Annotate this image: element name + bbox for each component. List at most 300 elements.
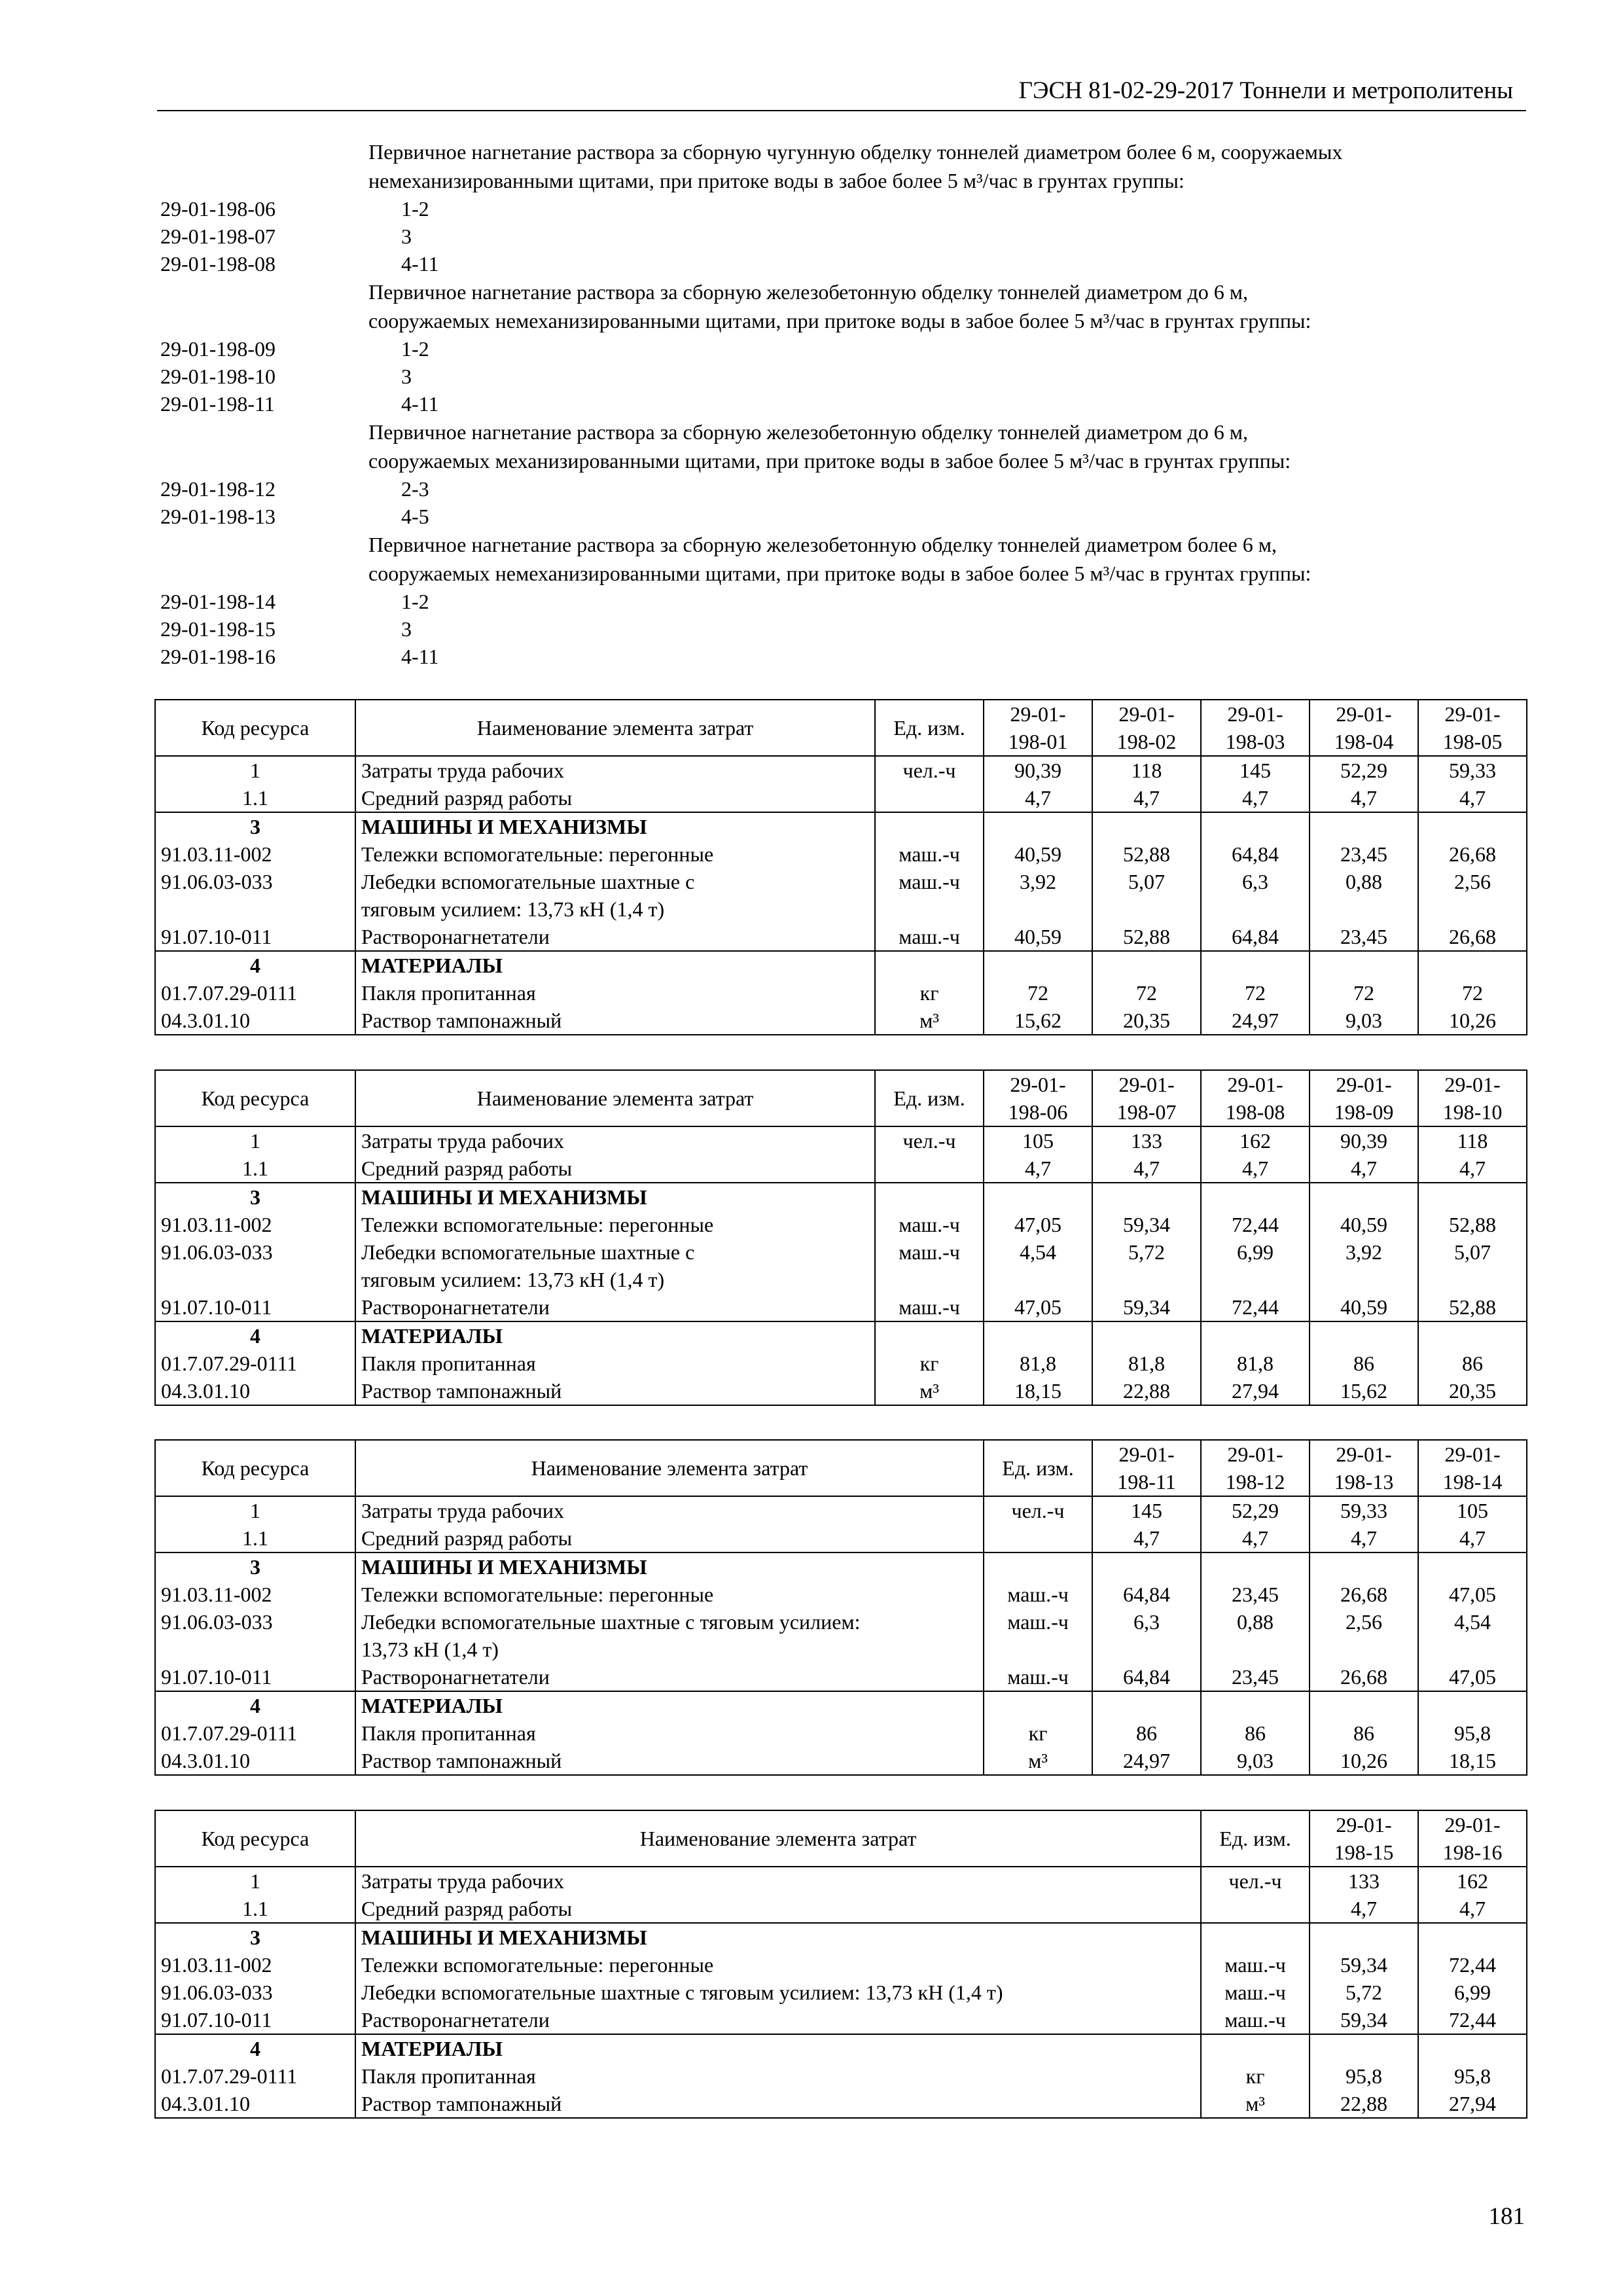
table-header-row [155, 700, 1527, 756]
cost-element-name: Средний разряд работы [355, 1155, 875, 1183]
value-cell [1310, 812, 1418, 840]
intro-code-row [160, 223, 1535, 250]
value-cell [1418, 1691, 1527, 1719]
value-cell: 24,97 [1092, 1747, 1201, 1775]
table-row [155, 1183, 1527, 1211]
value-cell: 133 [1310, 1867, 1418, 1895]
value-cell [1092, 895, 1201, 923]
value-cell: 145 [1092, 1496, 1201, 1524]
cost-element-name: Лебедки вспомогательные шахтные с [355, 868, 875, 895]
value-cell [1092, 1552, 1201, 1581]
value-cell: 105 [1418, 1496, 1527, 1524]
intro-description: Первичное нагнетание раствора за сборную железобетонную обделку тоннелей диаметром более 6 м, [368, 533, 1277, 556]
value-cell: 4,7 [1201, 784, 1310, 812]
unit [984, 1691, 1092, 1719]
value-cell: 72,44 [1418, 2006, 1527, 2034]
resource-code: 01.7.07.29-0111 [155, 979, 355, 1007]
soil-group: 3 [401, 365, 412, 388]
table-row [155, 2006, 1527, 2034]
unit: чел.-ч [875, 756, 984, 784]
header-code: Код ресурса [155, 1810, 355, 1867]
value-cell: 72 [1201, 979, 1310, 1007]
table-row [155, 1979, 1527, 2006]
unit: кг [875, 1350, 984, 1377]
value-cell [1092, 1183, 1201, 1211]
rate-code: 29-01-198-08 [160, 252, 276, 276]
value-cell: 6,3 [1092, 1608, 1201, 1636]
value-cell: 4,7 [1201, 1155, 1310, 1183]
table-row [155, 1747, 1527, 1775]
intro-code-row [160, 363, 1535, 390]
table-row [155, 1377, 1527, 1405]
value-cell: 22,88 [1092, 1377, 1201, 1405]
resource-code: 91.06.03-033 [155, 1979, 355, 2006]
header-rate-code: 29-01- 198-07 [1092, 1070, 1201, 1126]
unit [1201, 1895, 1310, 1923]
value-cell: 20,35 [1092, 1007, 1201, 1035]
cost-element-name: 13,73 кН (1,4 т) [355, 1636, 984, 1663]
cost-element-name: МАТЕРИАЛЫ [355, 2034, 1201, 2062]
cost-element-name: МАШИНЫ И МЕХАНИЗМЫ [355, 812, 875, 840]
value-cell [1092, 1321, 1201, 1350]
cost-element-name: Затраты труда рабочих [355, 1496, 984, 1524]
cost-element-name: Пакля пропитанная [355, 1350, 875, 1377]
header-code: Код ресурса [155, 1070, 355, 1126]
unit: маш.-ч [875, 1238, 984, 1266]
cost-element-name: Раствор тампонажный [355, 1377, 875, 1405]
resource-code: 4 [155, 1691, 355, 1719]
soil-group: 1-2 [401, 590, 429, 613]
value-cell: 52,88 [1092, 923, 1201, 951]
value-cell: 10,26 [1310, 1747, 1418, 1775]
unit [875, 1321, 984, 1350]
resource-code: 91.07.10-011 [155, 1293, 355, 1321]
value-cell: 15,62 [984, 1007, 1092, 1035]
unit [875, 1183, 984, 1211]
value-cell [1201, 1691, 1310, 1719]
resource-code: 04.3.01.10 [155, 2090, 355, 2118]
table-row [155, 784, 1527, 812]
soil-group: 4-11 [401, 645, 439, 668]
header-name: Наименование элемента затрат [355, 700, 875, 756]
value-cell: 5,07 [1092, 868, 1201, 895]
unit: кг [1201, 2062, 1310, 2090]
value-cell: 18,15 [1418, 1747, 1527, 1775]
value-cell [1418, 1636, 1527, 1663]
unit: маш.-ч [984, 1663, 1092, 1691]
value-cell: 118 [1418, 1126, 1527, 1155]
table-row [155, 1895, 1527, 1923]
value-cell: 23,45 [1310, 840, 1418, 868]
intro-description: сооружаемых механизированными щитами, при притоке воды в забое более 5 м³/час в грунтах группы: [368, 449, 1291, 473]
value-cell: 72,44 [1201, 1211, 1310, 1238]
resource-code: 04.3.01.10 [155, 1007, 355, 1035]
resource-code: 4 [155, 2034, 355, 2062]
intro-code-row [160, 250, 1535, 278]
value-cell: 4,7 [1418, 784, 1527, 812]
unit: маш.-ч [875, 1211, 984, 1238]
resource-code: 91.06.03-033 [155, 1608, 355, 1636]
resource-code: 1.1 [155, 1155, 355, 1183]
value-cell: 6,99 [1201, 1238, 1310, 1266]
resource-code: 91.07.10-011 [155, 1663, 355, 1691]
value-cell [1201, 951, 1310, 979]
unit: м³ [1201, 2090, 1310, 2118]
table-row [155, 1266, 1527, 1293]
rate-code: 29-01-198-13 [160, 505, 276, 528]
unit [875, 1155, 984, 1183]
header-rate-code: 29-01- 198-01 [984, 700, 1092, 756]
header-rate-code: 29-01- 198-02 [1092, 700, 1201, 756]
header-rate-code: 29-01- 198-03 [1201, 700, 1310, 756]
value-cell: 2,56 [1310, 1608, 1418, 1636]
resource-code: 1.1 [155, 1524, 355, 1552]
unit: маш.-ч [875, 868, 984, 895]
value-cell: 47,05 [984, 1293, 1092, 1321]
value-cell [1201, 1183, 1310, 1211]
rate-code: 29-01-198-09 [160, 337, 276, 361]
value-cell: 81,8 [1201, 1350, 1310, 1377]
intro-description: Первичное нагнетание раствора за сборную железобетонную обделку тоннелей диаметром до 6 м, [368, 280, 1249, 304]
value-cell: 4,7 [1310, 784, 1418, 812]
value-cell [1310, 1183, 1418, 1211]
cost-element-name: Средний разряд работы [355, 1895, 1201, 1923]
unit: маш.-ч [875, 840, 984, 868]
resource-code: 01.7.07.29-0111 [155, 2062, 355, 2090]
value-cell: 86 [1201, 1719, 1310, 1747]
value-cell: 90,39 [984, 756, 1092, 784]
value-cell: 4,7 [1310, 1155, 1418, 1183]
table-row [155, 1951, 1527, 1979]
value-cell: 72 [984, 979, 1092, 1007]
table-header-row [155, 1070, 1527, 1126]
value-cell [984, 1321, 1092, 1350]
resource-code: 1 [155, 1867, 355, 1895]
value-cell: 26,68 [1310, 1581, 1418, 1608]
value-cell [1418, 895, 1527, 923]
cost-element-name: Лебедки вспомогательные шахтные с тяговым усилием: [355, 1608, 984, 1636]
cost-element-name: Тележки вспомогательные: перегонные [355, 840, 875, 868]
table-row [155, 1238, 1527, 1266]
value-cell: 72,44 [1418, 1951, 1527, 1979]
unit: чел.-ч [875, 1126, 984, 1155]
table-header-row [155, 1810, 1527, 1867]
soil-group: 4-5 [401, 505, 429, 528]
header-rate-code: 29-01- 198-05 [1418, 700, 1527, 756]
table-row [155, 1552, 1527, 1581]
value-cell: 9,03 [1310, 1007, 1418, 1035]
unit: маш.-ч [875, 1293, 984, 1321]
intro-code-row [160, 615, 1535, 643]
soil-group: 4-11 [401, 252, 439, 276]
rate-code: 29-01-198-12 [160, 477, 276, 501]
value-cell: 4,7 [1092, 1524, 1201, 1552]
document-title: ГЭСН 81-02-29-2017 Тоннели и метрополитены [1018, 77, 1513, 104]
value-cell: 86 [1310, 1350, 1418, 1377]
value-cell: 23,45 [1201, 1663, 1310, 1691]
resource-code: 1 [155, 1126, 355, 1155]
rate-code: 29-01-198-15 [160, 617, 276, 641]
unit [1201, 1923, 1310, 1951]
header-code: Код ресурса [155, 700, 355, 756]
cost-element-name: Растворонагнетатели [355, 923, 875, 951]
intro-code-row [160, 588, 1535, 615]
value-cell: 47,05 [1418, 1581, 1527, 1608]
value-cell [1310, 1321, 1418, 1350]
cost-element-name: Растворонагнетатели [355, 2006, 1201, 2034]
value-cell: 72 [1418, 979, 1527, 1007]
table-row [155, 1211, 1527, 1238]
value-cell: 4,7 [1418, 1524, 1527, 1552]
value-cell: 59,33 [1310, 1496, 1418, 1524]
unit: чел.-ч [1201, 1867, 1310, 1895]
value-cell: 5,72 [1310, 1979, 1418, 2006]
value-cell: 40,59 [984, 840, 1092, 868]
intro-code-row [160, 335, 1535, 363]
value-cell: 72 [1092, 979, 1201, 1007]
resource-code: 04.3.01.10 [155, 1377, 355, 1405]
value-cell: 26,68 [1418, 923, 1527, 951]
resource-code: 1.1 [155, 784, 355, 812]
value-cell: 40,59 [1310, 1293, 1418, 1321]
intro-description: Первичное нагнетание раствора за сборную железобетонную обделку тоннелей диаметром до 6 м, [368, 420, 1249, 444]
header-rate-code: 29-01- 198-12 [1201, 1440, 1310, 1496]
value-cell [1201, 1321, 1310, 1350]
rate-code: 29-01-198-10 [160, 365, 276, 388]
value-cell: 162 [1201, 1126, 1310, 1155]
value-cell: 162 [1418, 1867, 1527, 1895]
value-cell: 72,44 [1201, 1293, 1310, 1321]
unit: кг [984, 1719, 1092, 1747]
value-cell: 0,88 [1201, 1608, 1310, 1636]
header-rate-code: 29-01- 198-08 [1201, 1070, 1310, 1126]
value-cell [1418, 2034, 1527, 2062]
table-row [155, 951, 1527, 979]
cost-element-name: Раствор тампонажный [355, 1747, 984, 1775]
value-cell: 4,54 [1418, 1608, 1527, 1636]
value-cell: 59,34 [1310, 2006, 1418, 2034]
cost-element-name: тяговым усилием: 13,73 кН (1,4 т) [355, 1266, 875, 1293]
table-row [155, 2062, 1527, 2090]
value-cell: 6,3 [1201, 868, 1310, 895]
value-cell: 59,33 [1418, 756, 1527, 784]
unit [984, 1524, 1092, 1552]
table-row [155, 812, 1527, 840]
cost-element-name: Растворонагнетатели [355, 1663, 984, 1691]
value-cell: 3,92 [984, 868, 1092, 895]
cost-element-name: Пакля пропитанная [355, 979, 875, 1007]
header-name: Наименование элемента затрат [355, 1070, 875, 1126]
table-row [155, 2090, 1527, 2118]
cost-element-name: МАТЕРИАЛЫ [355, 1691, 984, 1719]
intro-description: Первичное нагнетание раствора за сборную чугунную обделку тоннелей диаметром более 6 м, сооружаемых [368, 140, 1343, 164]
value-cell [1418, 1266, 1527, 1293]
value-cell [1418, 1183, 1527, 1211]
value-cell: 6,99 [1418, 1979, 1527, 2006]
value-cell [1418, 1923, 1527, 1951]
value-cell [984, 812, 1092, 840]
page-header [157, 72, 1526, 111]
resource-code: 91.06.03-033 [155, 1238, 355, 1266]
rate-code: 29-01-198-14 [160, 590, 276, 613]
value-cell: 90,39 [1310, 1126, 1418, 1155]
value-cell: 40,59 [1310, 1211, 1418, 1238]
intro-code-row [160, 503, 1535, 530]
cost-element-name: тяговым усилием: 13,73 кН (1,4 т) [355, 895, 875, 923]
unit: маш.-ч [984, 1581, 1092, 1608]
table-row [155, 1155, 1527, 1183]
unit [875, 812, 984, 840]
unit [875, 1266, 984, 1293]
value-cell: 0,88 [1310, 868, 1418, 895]
soil-group: 3 [401, 617, 412, 641]
table-row [155, 1636, 1527, 1663]
value-cell: 18,15 [984, 1377, 1092, 1405]
resource-table-4 [154, 1810, 1527, 2119]
header-unit: Ед. изм. [984, 1440, 1092, 1496]
intro-description: сооружаемых немеханизированными щитами, при притоке воды в забое более 5 м³/час в грунтах группы: [368, 309, 1311, 332]
intro-code-row [160, 390, 1535, 418]
value-cell: 72 [1310, 979, 1418, 1007]
value-cell: 86 [1092, 1719, 1201, 1747]
cost-element-name: Пакля пропитанная [355, 2062, 1201, 2090]
header-rate-code: 29-01- 198-15 [1310, 1810, 1418, 1867]
value-cell: 4,7 [1310, 1524, 1418, 1552]
value-cell: 22,88 [1310, 2090, 1418, 2118]
value-cell [1201, 1552, 1310, 1581]
cost-element-name: Тележки вспомогательные: перегонные [355, 1581, 984, 1608]
value-cell: 4,7 [1092, 784, 1201, 812]
resource-code: 91.03.11-002 [155, 840, 355, 868]
table-row [155, 1663, 1527, 1691]
value-cell: 4,7 [984, 1155, 1092, 1183]
value-cell [984, 895, 1092, 923]
value-cell [1310, 1266, 1418, 1293]
table-row [155, 979, 1527, 1007]
header-rate-code: 29-01- 198-09 [1310, 1070, 1418, 1126]
value-cell: 52,88 [1418, 1211, 1527, 1238]
value-cell [1310, 1923, 1418, 1951]
value-cell: 52,29 [1201, 1496, 1310, 1524]
value-cell: 81,8 [984, 1350, 1092, 1377]
table-header-row [155, 1440, 1527, 1496]
unit [984, 1636, 1092, 1663]
header-code: Код ресурса [155, 1440, 355, 1496]
value-cell [1310, 2034, 1418, 2062]
table-row [155, 1007, 1527, 1035]
value-cell [1310, 1552, 1418, 1581]
cost-element-name: Тележки вспомогательные: перегонные [355, 1211, 875, 1238]
value-cell: 86 [1310, 1719, 1418, 1747]
intro-list [160, 137, 1535, 670]
cost-element-name: Средний разряд работы [355, 784, 875, 812]
resource-code: 1 [155, 1496, 355, 1524]
value-cell [984, 1266, 1092, 1293]
table-row [155, 1126, 1527, 1155]
value-cell: 3,92 [1310, 1238, 1418, 1266]
value-cell: 26,68 [1418, 840, 1527, 868]
value-cell: 9,03 [1201, 1747, 1310, 1775]
resource-code: 3 [155, 1552, 355, 1581]
table-row [155, 1350, 1527, 1377]
value-cell: 47,05 [984, 1211, 1092, 1238]
value-cell [1092, 1266, 1201, 1293]
value-cell: 4,7 [1092, 1155, 1201, 1183]
value-cell: 95,8 [1418, 2062, 1527, 2090]
value-cell: 64,84 [1201, 840, 1310, 868]
soil-group: 1-2 [401, 337, 429, 361]
intro-code-row [160, 643, 1535, 670]
resource-code [155, 1266, 355, 1293]
cost-element-name: МАТЕРИАЛЫ [355, 1321, 875, 1350]
table-row [155, 1321, 1527, 1350]
value-cell: 15,62 [1310, 1377, 1418, 1405]
resource-code: 01.7.07.29-0111 [155, 1719, 355, 1747]
intro-code-row [160, 195, 1535, 223]
resource-code: 91.07.10-011 [155, 2006, 355, 2034]
value-cell [1310, 895, 1418, 923]
resource-code: 91.06.03-033 [155, 868, 355, 895]
value-cell: 26,68 [1310, 1663, 1418, 1691]
resource-code: 91.03.11-002 [155, 1211, 355, 1238]
value-cell: 4,7 [1418, 1155, 1527, 1183]
value-cell: 59,34 [1092, 1211, 1201, 1238]
value-cell: 23,45 [1310, 923, 1418, 951]
unit: маш.-ч [1201, 1979, 1310, 2006]
table-row [155, 756, 1527, 784]
value-cell [984, 1183, 1092, 1211]
header-name: Наименование элемента затрат [355, 1810, 1201, 1867]
value-cell [1092, 951, 1201, 979]
value-cell [1418, 812, 1527, 840]
header-rate-code: 29-01- 198-06 [984, 1070, 1092, 1126]
rate-code: 29-01-198-07 [160, 224, 276, 248]
intro-description: сооружаемых немеханизированными щитами, при притоке воды в забое более 5 м³/час в грунтах группы: [368, 562, 1311, 585]
value-cell: 95,8 [1310, 2062, 1418, 2090]
table-row [155, 1923, 1527, 1951]
table-row [155, 868, 1527, 895]
cost-element-name: Затраты труда рабочих [355, 1867, 1201, 1895]
resource-code: 3 [155, 1923, 355, 1951]
value-cell: 20,35 [1418, 1377, 1527, 1405]
cost-element-name: МАТЕРИАЛЫ [355, 951, 875, 979]
resource-code: 91.07.10-011 [155, 923, 355, 951]
cost-element-name: Затраты труда рабочих [355, 1126, 875, 1155]
resource-table-2 [154, 1069, 1527, 1406]
value-cell: 52,88 [1092, 840, 1201, 868]
header-rate-code: 29-01- 198-11 [1092, 1440, 1201, 1496]
cost-element-name: Средний разряд работы [355, 1524, 984, 1552]
value-cell: 118 [1092, 756, 1201, 784]
cost-element-name: Раствор тампонажный [355, 2090, 1201, 2118]
unit [984, 1552, 1092, 1581]
resource-code: 91.03.11-002 [155, 1581, 355, 1608]
resource-code [155, 895, 355, 923]
value-cell [1201, 1636, 1310, 1663]
value-cell [984, 951, 1092, 979]
value-cell [1092, 1691, 1201, 1719]
unit: маш.-ч [875, 923, 984, 951]
value-cell: 4,54 [984, 1238, 1092, 1266]
header-rate-code: 29-01- 198-16 [1418, 1810, 1527, 1867]
value-cell: 86 [1418, 1350, 1527, 1377]
value-cell: 27,94 [1201, 1377, 1310, 1405]
unit: маш.-ч [1201, 2006, 1310, 2034]
value-cell: 52,88 [1418, 1293, 1527, 1321]
value-cell [1201, 1266, 1310, 1293]
table-row [155, 1496, 1527, 1524]
value-cell [1092, 1636, 1201, 1663]
